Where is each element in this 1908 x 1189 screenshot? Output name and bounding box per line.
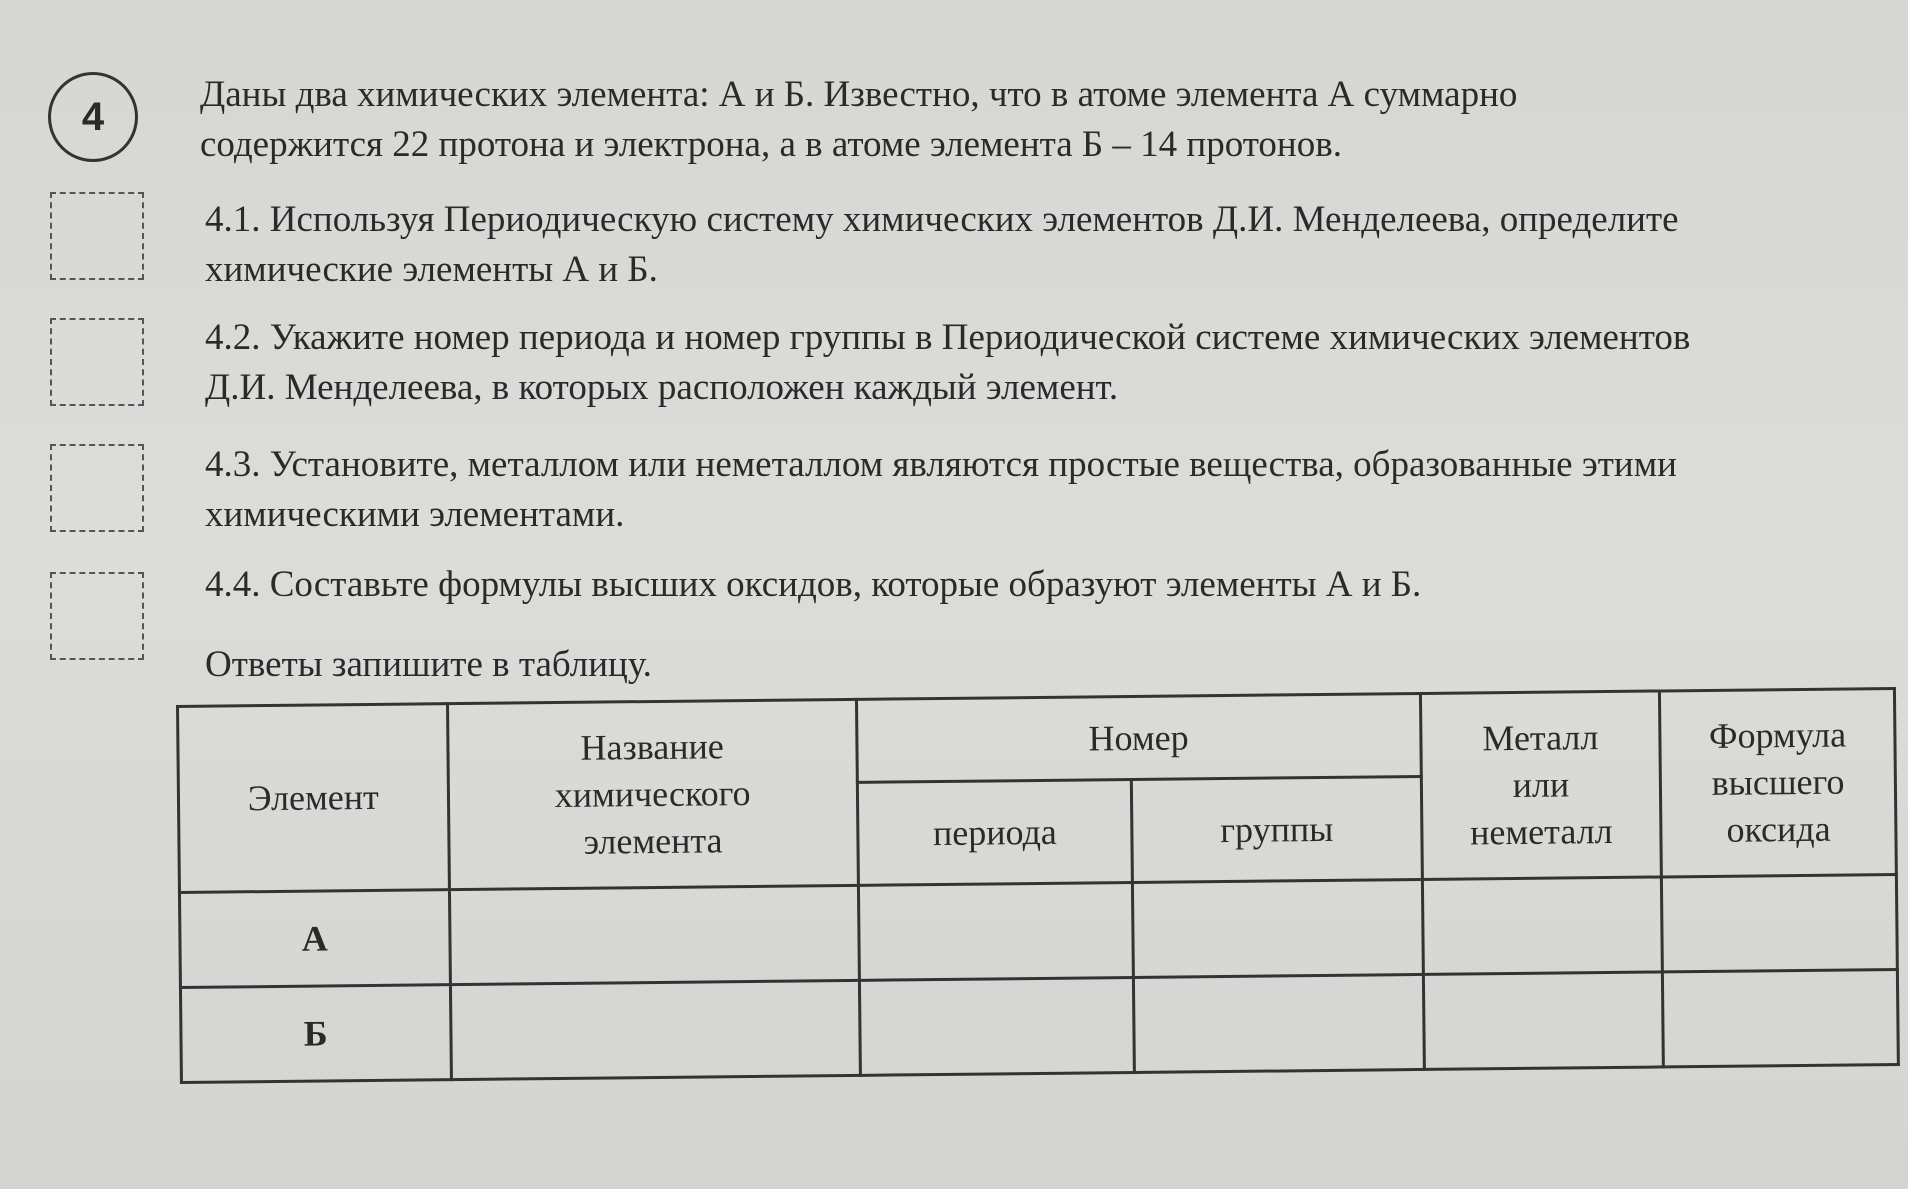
- header-number: Номер: [856, 693, 1421, 782]
- answer-table: [176, 687, 1900, 1084]
- subtask-4-3: [205, 440, 1835, 540]
- task-intro-line-1: Даны два химических элемента: А и Б. Известно, что в атоме элемента А суммарно: [200, 74, 1518, 115]
- table-row: [180, 969, 1898, 1082]
- table-row: [179, 874, 1897, 987]
- cell-metal-a[interactable]: [1422, 877, 1663, 975]
- cell-oxide-b[interactable]: [1663, 969, 1899, 1066]
- task-intro: [200, 70, 1820, 170]
- subtask-4-2: [205, 313, 1835, 413]
- header-oxide-line-1: Формула: [1708, 714, 1847, 756]
- cell-metal-b[interactable]: [1423, 972, 1664, 1070]
- header-name-line-2: химического: [554, 772, 751, 816]
- header-metal: [1420, 691, 1662, 879]
- cell-period-a[interactable]: [858, 882, 1133, 980]
- header-name-line-3: элемента: [583, 820, 723, 862]
- task-intro-line-2: содержится 22 протона и электрона, а в атоме элемента Б – 14 протонов.: [200, 124, 1342, 165]
- header-metal-line-2: или: [1512, 764, 1570, 806]
- cell-period-b[interactable]: [859, 977, 1134, 1075]
- score-box-4-2[interactable]: [50, 318, 144, 406]
- row-label-b: Б: [180, 985, 450, 1083]
- answer-instruction: Ответы запишите в таблицу.: [205, 644, 652, 685]
- header-metal-line-3: неметалл: [1469, 810, 1613, 853]
- score-box-4-1[interactable]: [50, 192, 144, 280]
- header-name-line-1: Название: [580, 726, 724, 768]
- header-element: Элемент: [178, 704, 449, 893]
- row-label-a: А: [179, 890, 449, 988]
- subtask-4-1: [205, 195, 1835, 295]
- header-group: группы: [1132, 776, 1422, 882]
- subtask-4-3-line-2: химическими элементами.: [205, 494, 625, 535]
- task-number-badge: [48, 72, 138, 162]
- header-period: периода: [857, 779, 1133, 885]
- subtask-4-1-line-2: химические элементы А и Б.: [205, 249, 658, 290]
- cell-name-a[interactable]: [449, 885, 859, 984]
- table-header-row: [178, 689, 1896, 790]
- score-box-4-4[interactable]: [50, 572, 144, 660]
- header-metal-line-1: Металл: [1482, 717, 1599, 759]
- cell-group-a[interactable]: [1133, 879, 1423, 977]
- cell-oxide-a[interactable]: [1662, 874, 1898, 971]
- subtask-4-1-line-1: 4.1. Используя Периодическую систему химических элементов Д.И. Менделеева, определите: [205, 199, 1679, 240]
- subtask-4-3-line-1: 4.3. Установите, металлом или неметаллом являются простые вещества, образованные этими: [205, 444, 1677, 485]
- task-number: 4: [81, 94, 105, 139]
- subtask-4-2-line-1: 4.2. Укажите номер периода и номер группы в Периодической системе химических элементов: [205, 317, 1691, 358]
- header-oxide: [1660, 689, 1897, 877]
- subtask-4-2-line-2: Д.И. Менделеева, в которых расположен каждый элемент.: [205, 367, 1119, 408]
- subtask-4-4-line-1: 4.4. Составьте формулы высших оксидов, которые образуют элементы А и Б.: [205, 564, 1422, 605]
- cell-name-b[interactable]: [450, 980, 860, 1079]
- header-oxide-line-2: высшего: [1711, 761, 1845, 803]
- header-name: [447, 699, 858, 889]
- cell-group-b[interactable]: [1134, 974, 1424, 1072]
- header-oxide-line-3: оксида: [1726, 808, 1831, 850]
- score-box-4-3[interactable]: [50, 444, 144, 532]
- subtask-4-4: [205, 560, 1835, 610]
